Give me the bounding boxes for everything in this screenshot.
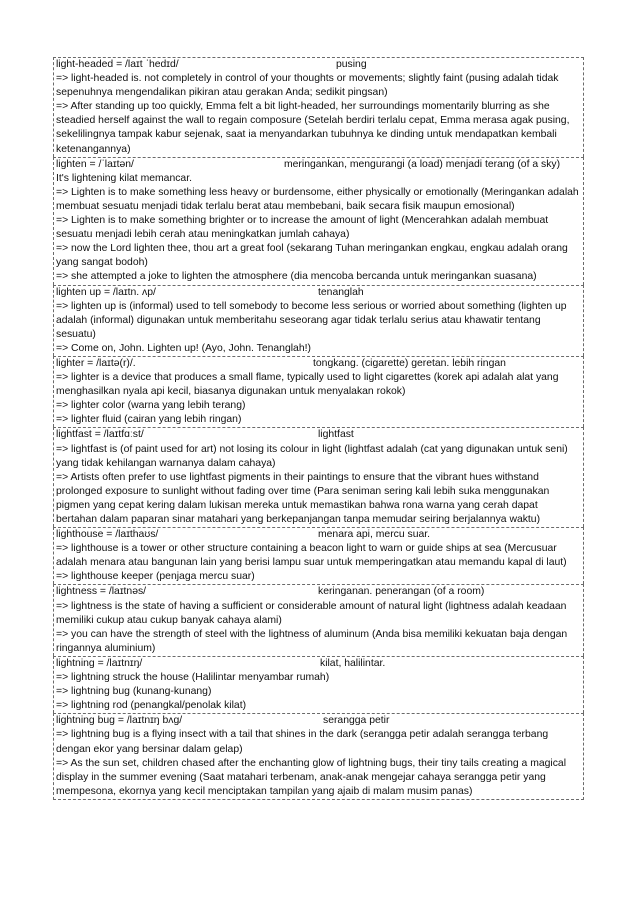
definition-line: => Lighten is to make something brighter or to increase the amount of light (Mencerahkan adalah membuat sesuatu menjadi lebih cerah atau meningkatkan jumlah cahaya) xyxy=(56,215,549,241)
translation: pusing xyxy=(336,59,367,70)
definition-line: => light-headed is. not completely in control of your thoughts or movements; slightly faint (pusing adalah tidak sepenuhnya mengendalikan pikiran atau gerakan Anda; sedikit pingsan) xyxy=(56,73,559,99)
translation: lightfast xyxy=(318,429,354,441)
translation: menara api, mercu suar. xyxy=(318,529,431,541)
example-line: => After standing up too quickly, Emma felt a bit light-headed, her surroundings momentarily blurring as she steadied herself against the wall to regain composure (Setelah berdiri terlalu cepat, Emma merasa agak pusing, sekelilingnya tampak kabur sejenak, saat ia menyandarkan tubuhnya ke dinding untuk mendapatkan kembali ketenangannya) xyxy=(56,101,570,155)
headword: lightning bug = /laɪtnɪŋ bʌg/ xyxy=(56,715,183,727)
example-line: => she attempted a joke to lighten the atmosphere (dia mencoba bercanda untuk meringankan suasana) xyxy=(56,271,537,283)
translation: tongkang. (cigarette) geretan. lebih ringan xyxy=(313,357,506,369)
headword: lighten up = /laɪtn. ʌp/ xyxy=(56,286,156,298)
headword: lightning = /laɪtnɪŋ/ xyxy=(56,657,143,669)
entry-header xyxy=(56,357,581,371)
entry-header xyxy=(56,657,581,671)
example-line: => lighthouse keeper (penjaga mercu suar) xyxy=(56,571,255,583)
example-line: => lightning bug (kunang-kunang) xyxy=(56,686,212,698)
translation: meringankan, mengurangi (a load) menjadi terang (of a sky) xyxy=(284,158,561,170)
entry-lighthouse xyxy=(53,527,584,584)
entry-header xyxy=(56,158,581,172)
entry-lightning-bug xyxy=(53,713,584,800)
entry-header xyxy=(56,528,581,542)
example-line: => Come on, John. Lighten up! (Ayo, John. Tenanglah!) xyxy=(56,342,311,354)
example-line: => lightning struck the house (Halilintar menyambar rumah) xyxy=(56,672,330,684)
note-line: It's lightening kilat memancar. xyxy=(56,172,192,184)
translation: keringanan. penerangan (of a room) xyxy=(318,586,485,598)
headword: lightfast = /laɪtfɑːst/ xyxy=(56,429,144,441)
entry-light-headed xyxy=(53,57,584,157)
entry-lightning xyxy=(53,656,584,713)
headword: lightness = /laɪtnəs/ xyxy=(56,586,147,598)
definition-line: => lightness is the state of having a sufficient or considerable amount of natural light (lightness adalah keadaan memiliki cukup atau cukup banyak cahaya alami) xyxy=(56,600,567,626)
definition-line: => lighten up is (informal) used to tell somebody to become less serious or worried about something (lighten up adalah (informal) digunakan untuk memberitahu seseorang agar tidak terlalu serius atau khawatir tentang sesuatu) xyxy=(56,300,567,340)
entry-header xyxy=(56,714,581,728)
entry-lighter xyxy=(53,356,584,427)
definition-line: => lighthouse is a tower or other structure containing a beacon light to warn or guide ships at sea (Mercusuar adalah menara atau bangunan lain yang berisi lampu suar untuk memperingatkan atau memandu kapal di laut) xyxy=(56,543,567,569)
translation: serangga petir xyxy=(323,715,390,727)
definition-line: => lighter is a device that produces a small flame, typically used to light cigarettes (korek api adalah alat yang menghasilkan nyala api kecil, biasanya digunakan untuk menyalakan rokok) xyxy=(56,372,559,398)
example-line: => As the sun set, children chased after the enchanting glow of lightning bugs, their tiny tails creating a magical display in the summer evening (Saat matahari terbenam, anak-anak mengejar cahaya serangga petir yang mempesona, ekornya yang kecil menciptakan tampilan yang ajaib di malam musim panas) xyxy=(56,757,567,797)
definition-line: => Lighten is to make something less heavy or burdensome, either physically or emotionally (Meringankan adalah membuat sesuatu menjadi tidak terlalu berat atau membebani, baik secara fisik maupun emosional) xyxy=(56,186,579,212)
example-line: => lighter fluid (cairan yang lebih ringan) xyxy=(56,414,242,426)
example-line: => you can have the strength of steel with the lightness of aluminum (Anda bisa memiliki kekuatan baja dengan ringannya aluminium) xyxy=(56,628,568,654)
entry-lighten-up xyxy=(53,285,584,356)
headword: lighthouse = /laɪthaʊs/ xyxy=(56,529,159,541)
entry-lightness xyxy=(53,584,584,655)
entry-header xyxy=(56,58,581,72)
glossary-document xyxy=(53,57,584,800)
example-line: => now the Lord lighten thee, thou art a great fool (sekarang Tuhan meringankan engkau, engkau adalah orang yang sangat bodoh) xyxy=(56,243,568,269)
entry-lightfast xyxy=(53,427,584,527)
definition-line: => lightning bug is a flying insect with a tail that shines in the dark (serangga petir adalah serangga terbang dengan ekor yang bersinar dalam gelap) xyxy=(56,729,549,755)
entry-header xyxy=(56,585,581,599)
example-line: => lightning rod (penangkal/penolak kilat) xyxy=(56,700,247,712)
entry-header xyxy=(56,428,581,442)
example-line: => Artists often prefer to use lightfast pigments in their paintings to ensure that the vibrant hues withstand prolonged exposure to sunlight without fading over time (Para seniman sering kali lebih suka menggunakan pigmen yang cepat kering dalam lukisan mereka untuk memastikan bahwa rona warna yang cerah dapat bertahan dalam paparan sinar matahari yang berkepanjangan tanpa memudar seiring berjalannya waktu) xyxy=(56,471,550,525)
example-line: => lighter color (warna yang lebih terang) xyxy=(56,400,246,412)
headword: lighter = /laɪtə(r)/. xyxy=(56,357,136,369)
translation: tenanglah xyxy=(318,286,364,298)
definition-line: => lightfast is (of paint used for art) not losing its colour in light (lightfast adalah (cat yang digunakan untuk seni) yang tidak kehilangan warnanya dalam cahaya) xyxy=(56,443,568,469)
entry-header xyxy=(56,286,581,300)
headword: lighten = /ˈlaɪtən/ xyxy=(56,158,134,170)
headword: light-headed = /laɪt ˈhedɪd/ xyxy=(56,59,179,70)
entry-lighten xyxy=(53,157,584,285)
translation: kilat, halilintar. xyxy=(320,657,386,669)
